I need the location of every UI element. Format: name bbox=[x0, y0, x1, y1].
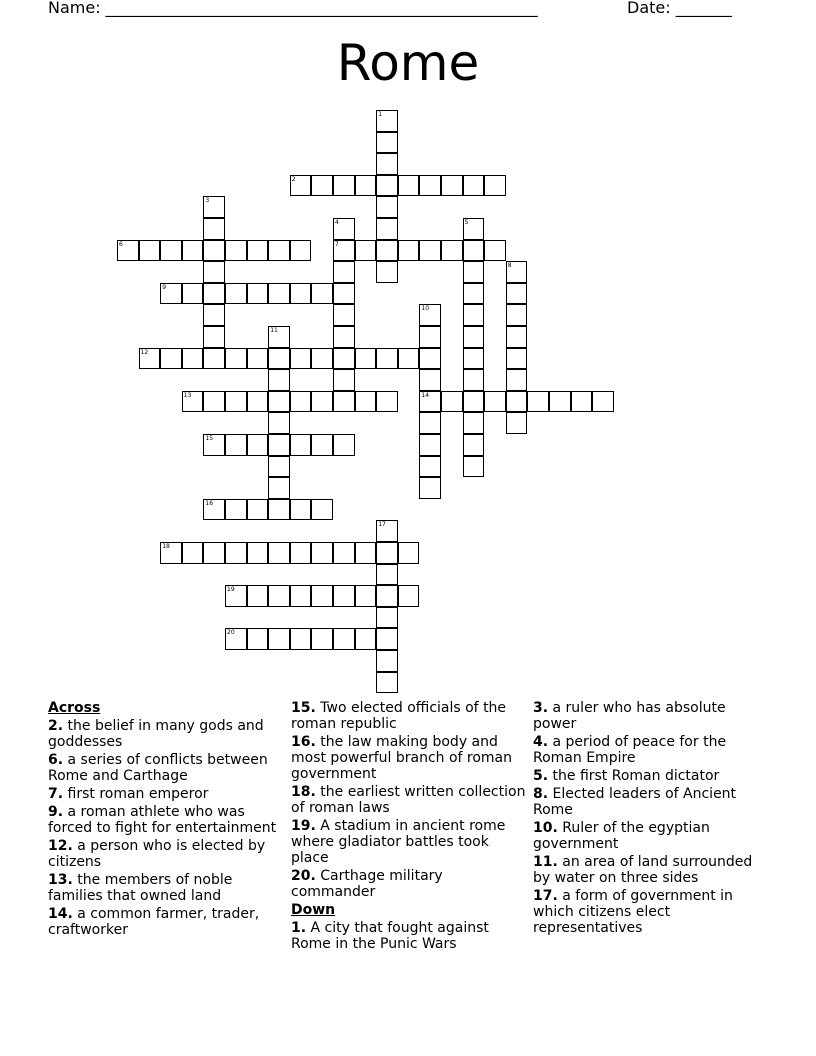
crossword-cell[interactable] bbox=[376, 153, 398, 175]
crossword-cell[interactable] bbox=[203, 434, 225, 456]
crossword-cell[interactable] bbox=[506, 283, 528, 305]
crossword-cell[interactable] bbox=[290, 283, 312, 305]
clue-item-text: an area of land surrounded by water on three sides bbox=[533, 854, 753, 886]
crossword-cell[interactable] bbox=[506, 348, 528, 370]
clue-number: 9 bbox=[162, 283, 167, 291]
crossword-cell[interactable] bbox=[182, 240, 204, 262]
clue-item bbox=[533, 768, 768, 784]
crossword-cell[interactable] bbox=[203, 304, 225, 326]
clue-number: 13 bbox=[183, 391, 192, 399]
clue-item-number: 20. bbox=[291, 868, 316, 884]
clue-item-text: the earliest written collection of roman laws bbox=[291, 784, 526, 816]
crossword-cell[interactable] bbox=[225, 585, 247, 607]
crossword-cell[interactable] bbox=[355, 542, 377, 564]
clue-number: 17 bbox=[378, 521, 386, 529]
crossword-cell[interactable] bbox=[419, 326, 441, 348]
clue-item-number: 7. bbox=[48, 786, 64, 802]
crossword-cell[interactable] bbox=[160, 348, 182, 370]
crossword-cell[interactable] bbox=[182, 348, 204, 370]
crossword-cell[interactable] bbox=[268, 456, 290, 478]
crossword-cell[interactable] bbox=[355, 175, 377, 197]
clue-number: 8 bbox=[507, 262, 512, 270]
clue-item bbox=[533, 820, 768, 852]
crossword-cell[interactable] bbox=[268, 628, 290, 650]
clue-item-number: 18. bbox=[291, 784, 316, 800]
clue-item-number: 14. bbox=[48, 906, 73, 922]
crossword-cell[interactable] bbox=[376, 110, 398, 132]
crossword-cell[interactable] bbox=[268, 477, 290, 499]
crossword-cell[interactable] bbox=[441, 391, 463, 413]
crossword-cell[interactable] bbox=[225, 240, 247, 262]
crossword-cell[interactable] bbox=[506, 391, 528, 413]
crossword-cell[interactable] bbox=[333, 369, 355, 391]
clue-number: 15 bbox=[205, 435, 214, 442]
crossword-cell[interactable] bbox=[203, 391, 225, 413]
clue-item bbox=[48, 752, 283, 784]
clue-item-number: 5. bbox=[533, 768, 549, 784]
clue-item-number: 10. bbox=[533, 820, 558, 836]
crossword-cell[interactable] bbox=[268, 283, 290, 305]
clue-item bbox=[48, 838, 283, 870]
crossword-cell[interactable] bbox=[463, 391, 485, 413]
clue-item-text: Elected leaders of Ancient Rome bbox=[533, 786, 737, 818]
crossword-cell[interactable] bbox=[463, 240, 485, 262]
crossword-cell[interactable] bbox=[463, 326, 485, 348]
clue-item-text: first roman emperor bbox=[67, 786, 209, 802]
clue-number: 4 bbox=[335, 219, 339, 226]
date-field[interactable]: Date: _______ bbox=[627, 0, 732, 17]
clue-number: 1 bbox=[378, 111, 383, 118]
crossword-cell[interactable] bbox=[376, 564, 398, 586]
clue-number: 14 bbox=[421, 391, 430, 399]
crossword-cell[interactable] bbox=[506, 326, 528, 348]
crossword-cell[interactable] bbox=[203, 240, 225, 262]
clue-number: 19 bbox=[227, 586, 235, 594]
crossword-cell[interactable] bbox=[311, 628, 333, 650]
clue-item bbox=[533, 888, 768, 936]
crossword-cell[interactable] bbox=[333, 348, 355, 370]
crossword-cell[interactable] bbox=[333, 542, 355, 564]
crossword-cell[interactable] bbox=[333, 434, 355, 456]
clue-number: 10 bbox=[421, 305, 430, 313]
clue-item bbox=[533, 734, 768, 766]
crossword-cell[interactable] bbox=[225, 542, 247, 564]
crossword-cell[interactable] bbox=[441, 175, 463, 197]
clue-item bbox=[48, 906, 283, 938]
crossword-cell[interactable] bbox=[355, 585, 377, 607]
crossword-cell[interactable] bbox=[203, 326, 225, 348]
clue-item-number: 19. bbox=[291, 818, 316, 834]
clue-item-text: the belief in many gods and goddesses bbox=[48, 718, 264, 750]
clue-item-text: a common farmer, trader, craftworker bbox=[48, 906, 260, 938]
crossword-cell[interactable] bbox=[376, 132, 398, 154]
crossword-cell[interactable] bbox=[160, 542, 182, 564]
crossword-cell[interactable] bbox=[376, 520, 398, 542]
crossword-cell[interactable] bbox=[203, 542, 225, 564]
crossword-cell[interactable] bbox=[376, 218, 398, 240]
crossword-cell[interactable] bbox=[290, 542, 312, 564]
crossword-cell[interactable] bbox=[419, 175, 441, 197]
crossword-cell[interactable] bbox=[139, 240, 161, 262]
clue-item-text: a period of peace for the Roman Empire bbox=[533, 734, 727, 766]
crossword-cell[interactable] bbox=[463, 348, 485, 370]
crossword-cell[interactable] bbox=[311, 542, 333, 564]
crossword-cell[interactable] bbox=[376, 348, 398, 370]
crossword-cell[interactable] bbox=[463, 304, 485, 326]
crossword-cell[interactable] bbox=[398, 240, 420, 262]
crossword-cell[interactable] bbox=[268, 369, 290, 391]
clue-number: 20 bbox=[227, 629, 235, 637]
crossword-cell[interactable] bbox=[463, 261, 485, 283]
crossword-cell[interactable] bbox=[463, 283, 485, 305]
clue-item bbox=[291, 784, 526, 816]
crossword-cell[interactable] bbox=[419, 456, 441, 478]
crossword-cell[interactable] bbox=[419, 391, 441, 413]
clue-item bbox=[533, 854, 768, 886]
crossword-cell[interactable] bbox=[290, 348, 312, 370]
crossword-cell[interactable] bbox=[311, 283, 333, 305]
clue-item bbox=[291, 700, 526, 732]
crossword-cell[interactable] bbox=[355, 348, 377, 370]
clue-item bbox=[291, 818, 526, 866]
crossword-cell[interactable] bbox=[203, 348, 225, 370]
crossword-cell[interactable] bbox=[419, 434, 441, 456]
crossword-cell[interactable] bbox=[117, 240, 139, 262]
clue-item-text: A city that fought against Rome in the Punic Wars bbox=[291, 920, 489, 952]
crossword-cell[interactable] bbox=[247, 585, 269, 607]
crossword-cell[interactable] bbox=[225, 499, 247, 521]
crossword-cell[interactable] bbox=[376, 672, 398, 694]
crossword-cell[interactable] bbox=[268, 542, 290, 564]
crossword-cell[interactable] bbox=[376, 175, 398, 197]
crossword-cell[interactable] bbox=[247, 628, 269, 650]
crossword-cell[interactable] bbox=[355, 391, 377, 413]
crossword-cell[interactable] bbox=[376, 585, 398, 607]
clue-number: 2 bbox=[291, 175, 296, 183]
crossword-cell[interactable] bbox=[333, 175, 355, 197]
clue-item-text: a series of conflicts between Rome and Carthage bbox=[48, 752, 268, 784]
crossword-cell[interactable] bbox=[225, 628, 247, 650]
clue-item-text: a person who is elected by citizens bbox=[48, 838, 266, 870]
crossword-cell[interactable] bbox=[376, 650, 398, 672]
crossword-cell[interactable] bbox=[203, 261, 225, 283]
crossword-cell[interactable] bbox=[376, 196, 398, 218]
crossword-cell[interactable] bbox=[333, 304, 355, 326]
crossword-cell[interactable] bbox=[247, 434, 269, 456]
crossword-cell[interactable] bbox=[247, 240, 269, 262]
name-field[interactable]: Name: ______________________________________________________ bbox=[48, 0, 538, 17]
crossword-cell[interactable] bbox=[268, 326, 290, 348]
crossword-cell[interactable] bbox=[527, 391, 549, 413]
crossword-cell[interactable] bbox=[463, 218, 485, 240]
clue-item-text: Two elected officials of the roman republic bbox=[291, 700, 507, 732]
clue-item-text: A stadium in ancient rome where gladiator battles took place bbox=[291, 818, 506, 866]
clue-item-number: 13. bbox=[48, 872, 73, 888]
crossword-cell[interactable] bbox=[290, 240, 312, 262]
crossword-cell[interactable] bbox=[463, 456, 485, 478]
crossword-cell[interactable] bbox=[268, 391, 290, 413]
crossword-cell[interactable] bbox=[290, 628, 312, 650]
crossword-cell[interactable] bbox=[225, 348, 247, 370]
crossword-cell[interactable] bbox=[203, 499, 225, 521]
clue-item-text: a roman athlete who was forced to fight for entertainment bbox=[48, 804, 277, 836]
clue-item-number: 9. bbox=[48, 804, 64, 820]
clue-item-text: the law making body and most powerful branch of roman government bbox=[291, 734, 513, 782]
crossword-cell[interactable] bbox=[419, 412, 441, 434]
crossword-cell[interactable] bbox=[506, 304, 528, 326]
clue-item bbox=[48, 804, 283, 836]
crossword-cell[interactable] bbox=[355, 628, 377, 650]
crossword-cell[interactable] bbox=[225, 283, 247, 305]
crossword-cell[interactable] bbox=[290, 175, 312, 197]
crossword-cell[interactable] bbox=[290, 434, 312, 456]
crossword-cell[interactable] bbox=[290, 585, 312, 607]
crossword-cell[interactable] bbox=[419, 304, 441, 326]
crossword-cell[interactable] bbox=[203, 283, 225, 305]
crossword-cell[interactable] bbox=[419, 348, 441, 370]
crossword-cell[interactable] bbox=[160, 283, 182, 305]
crossword-cell[interactable] bbox=[506, 261, 528, 283]
crossword-cell[interactable] bbox=[182, 283, 204, 305]
crossword-cell[interactable] bbox=[225, 391, 247, 413]
crossword-cell[interactable] bbox=[441, 240, 463, 262]
crossword-cell[interactable] bbox=[484, 391, 506, 413]
crossword-cell[interactable] bbox=[247, 542, 269, 564]
clue-item-number: 8. bbox=[533, 786, 549, 802]
clue-item-number: 6. bbox=[48, 752, 64, 768]
clue-item-number: 3. bbox=[533, 700, 549, 716]
crossword-cell[interactable] bbox=[311, 348, 333, 370]
clue-number: 11 bbox=[270, 327, 278, 334]
clue-item-number: 4. bbox=[533, 734, 549, 750]
clue-number: 6 bbox=[119, 240, 123, 248]
clue-item bbox=[48, 786, 283, 802]
crossword-cell[interactable] bbox=[268, 348, 290, 370]
clue-item bbox=[48, 718, 283, 750]
clue-item-text: the members of noble families that owned land bbox=[48, 872, 233, 904]
crossword-cell[interactable] bbox=[333, 218, 355, 240]
crossword-cell[interactable] bbox=[571, 391, 593, 413]
crossword-cell[interactable] bbox=[376, 628, 398, 650]
clue-item-number: 16. bbox=[291, 734, 316, 750]
clue-number: 12 bbox=[140, 348, 149, 356]
clue-column-2 bbox=[291, 700, 526, 954]
crossword-cell[interactable] bbox=[506, 369, 528, 391]
crossword-cell[interactable] bbox=[333, 628, 355, 650]
crossword-cell[interactable] bbox=[290, 391, 312, 413]
crossword-cell[interactable] bbox=[463, 434, 485, 456]
section-heading: Across bbox=[48, 700, 101, 716]
crossword-cell[interactable] bbox=[268, 585, 290, 607]
crossword-cell[interactable] bbox=[398, 348, 420, 370]
clue-item bbox=[533, 786, 768, 818]
crossword-cell[interactable] bbox=[419, 369, 441, 391]
page-title: Rome bbox=[336, 34, 480, 92]
section-heading: Down bbox=[291, 902, 336, 918]
crossword-cell[interactable] bbox=[182, 542, 204, 564]
clue-item bbox=[291, 920, 526, 952]
clue-item bbox=[48, 872, 283, 904]
crossword-cell[interactable] bbox=[398, 175, 420, 197]
crossword-cell[interactable] bbox=[419, 240, 441, 262]
crossword-cell[interactable] bbox=[247, 283, 269, 305]
crossword-cell[interactable] bbox=[376, 261, 398, 283]
crossword-cell[interactable] bbox=[549, 391, 571, 413]
crossword-cell[interactable] bbox=[160, 240, 182, 262]
clue-item-text: a form of government in which citizens elect representatives bbox=[533, 888, 733, 936]
crossword-cell[interactable] bbox=[484, 240, 506, 262]
clue-item-number: 17. bbox=[533, 888, 558, 904]
crossword-cell[interactable] bbox=[268, 412, 290, 434]
clue-item bbox=[291, 868, 526, 900]
crossword-cell[interactable] bbox=[290, 499, 312, 521]
crossword-cell[interactable] bbox=[203, 218, 225, 240]
crossword-cell[interactable] bbox=[333, 240, 355, 262]
crossword-cell[interactable] bbox=[311, 585, 333, 607]
crossword-cell[interactable] bbox=[268, 240, 290, 262]
crossword-cell[interactable] bbox=[139, 348, 161, 370]
crossword-cell[interactable] bbox=[311, 434, 333, 456]
crossword-cell[interactable] bbox=[592, 391, 614, 413]
clue-number: 18 bbox=[162, 543, 170, 550]
clue-item-number: 12. bbox=[48, 838, 73, 854]
crossword-cell[interactable] bbox=[376, 240, 398, 262]
crossword-cell[interactable] bbox=[182, 391, 204, 413]
clue-item-text: Ruler of the egyptian government bbox=[533, 820, 710, 852]
crossword-cell[interactable] bbox=[268, 499, 290, 521]
clue-number: 5 bbox=[464, 219, 469, 226]
crossword-cell[interactable] bbox=[463, 412, 485, 434]
crossword-cell[interactable] bbox=[311, 499, 333, 521]
clue-item-text: a ruler who has absolute power bbox=[533, 700, 726, 732]
crossword-cell[interactable] bbox=[398, 585, 420, 607]
crossword-cell[interactable] bbox=[333, 261, 355, 283]
crossword-cell[interactable] bbox=[376, 607, 398, 629]
clue-column-1 bbox=[48, 700, 283, 940]
clue-item-number: 2. bbox=[48, 718, 64, 734]
crossword-cell[interactable] bbox=[463, 175, 485, 197]
crossword-cell[interactable] bbox=[376, 542, 398, 564]
clue-column-3 bbox=[533, 700, 768, 938]
crossword-cell[interactable] bbox=[333, 391, 355, 413]
crossword-cell[interactable] bbox=[398, 542, 420, 564]
crossword-cell[interactable] bbox=[225, 434, 247, 456]
crossword-cell[interactable] bbox=[311, 175, 333, 197]
crossword-cell[interactable] bbox=[247, 499, 269, 521]
crossword-cell[interactable] bbox=[506, 412, 528, 434]
clue-item-number: 1. bbox=[291, 920, 307, 936]
clue-number: 16 bbox=[205, 499, 214, 507]
crossword-cell[interactable] bbox=[333, 585, 355, 607]
clue-item bbox=[291, 734, 526, 782]
clue-item-text: the first Roman dictator bbox=[552, 768, 720, 784]
clue-item-number: 15. bbox=[291, 700, 316, 716]
clue-item-number: 11. bbox=[533, 854, 558, 870]
crossword-cell[interactable] bbox=[484, 175, 506, 197]
crossword-cell[interactable] bbox=[376, 391, 398, 413]
crossword-cell[interactable] bbox=[203, 196, 225, 218]
crossword-cell[interactable] bbox=[419, 477, 441, 499]
clue-number: 7 bbox=[335, 240, 339, 248]
crossword-cell[interactable] bbox=[247, 391, 269, 413]
crossword-cell[interactable] bbox=[247, 348, 269, 370]
crossword-cell[interactable] bbox=[333, 326, 355, 348]
crossword-cell[interactable] bbox=[311, 391, 333, 413]
crossword-cell[interactable] bbox=[463, 369, 485, 391]
crossword-cell[interactable] bbox=[355, 240, 377, 262]
crossword-cell[interactable] bbox=[333, 283, 355, 305]
clue-number: 3 bbox=[205, 197, 210, 205]
clue-item bbox=[533, 700, 768, 732]
clue-item-text: Carthage military commander bbox=[291, 868, 443, 900]
crossword-cell[interactable] bbox=[268, 434, 290, 456]
